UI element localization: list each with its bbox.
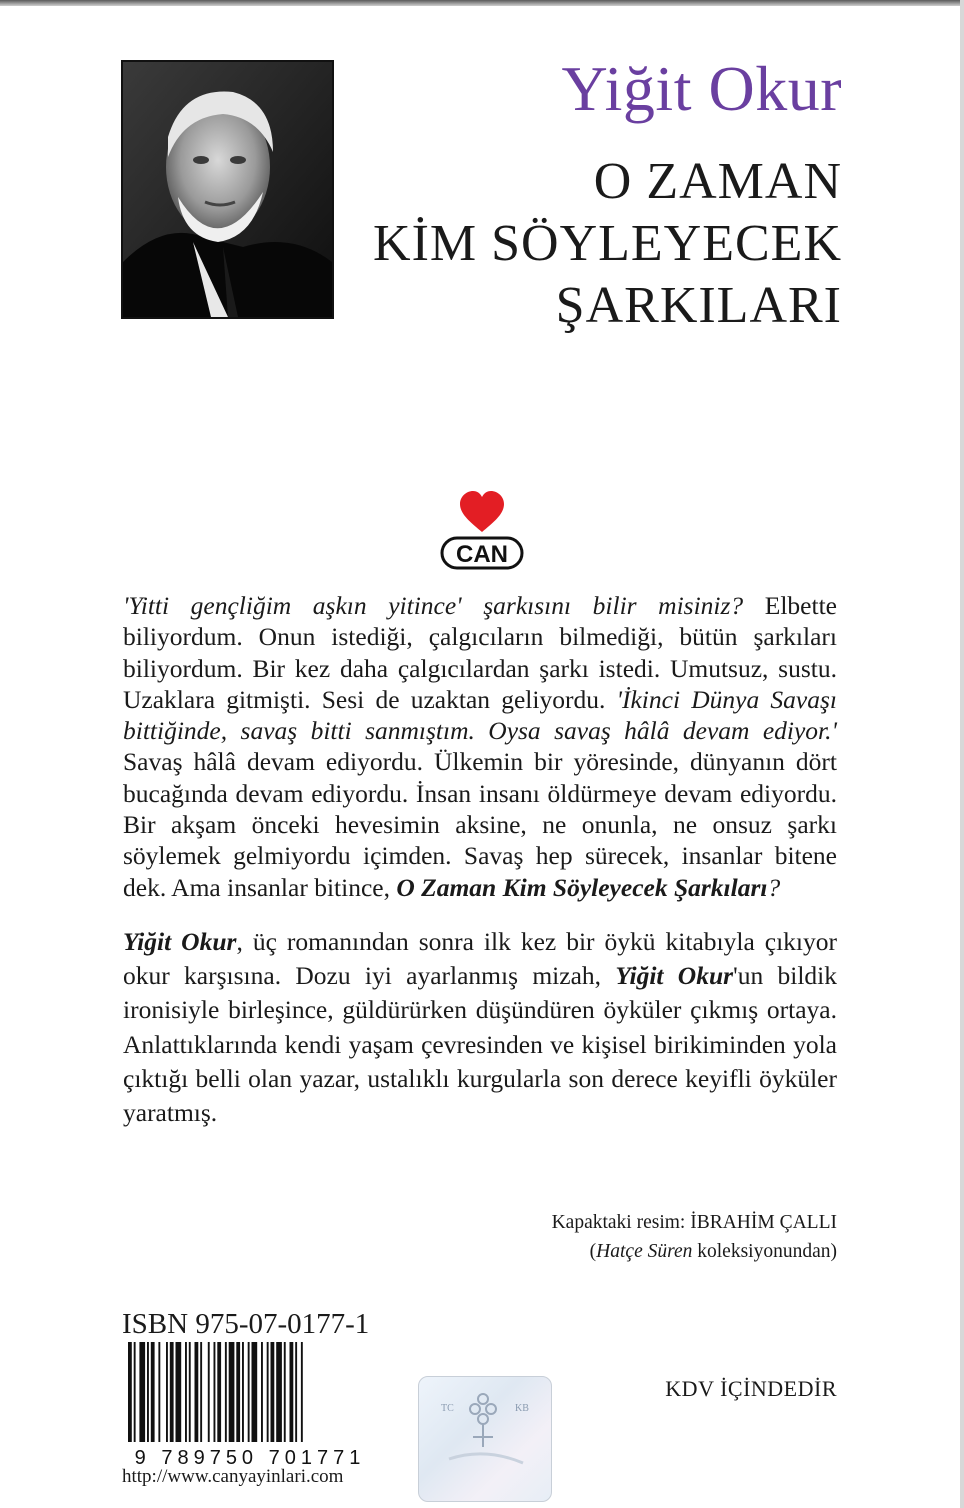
- barcode-bar: [176, 1342, 182, 1442]
- book-title-line-1: O ZAMAN: [593, 153, 842, 210]
- author-photo: [121, 60, 334, 319]
- publisher-logo-text: CAN: [456, 541, 508, 568]
- blurb-run: Yiğit Okur: [123, 926, 237, 956]
- barcode-bar: [248, 1342, 250, 1442]
- publisher-logo: [440, 488, 524, 572]
- barcode-bar: [170, 1342, 174, 1442]
- blurb-run: , üç romanından sonra ilk kez bir öykü kitabıyla çıkıyor okur karşısına. Dozu iyi ayarlanmış mizah,: [123, 926, 837, 991]
- barcode-bar: [271, 1342, 275, 1442]
- barcode-bar: [185, 1342, 187, 1442]
- barcode-bar: [134, 1342, 136, 1442]
- cover-image-credit: [552, 1208, 837, 1266]
- barcode-bar: [284, 1342, 286, 1442]
- barcode-bar: [214, 1342, 216, 1442]
- top-edge: [0, 0, 964, 6]
- barcode-bar: [252, 1342, 258, 1442]
- barcode-bar: [242, 1342, 244, 1442]
- author-name: Yiğit Okur: [561, 53, 842, 124]
- barcode-bar: [217, 1342, 221, 1442]
- credit-line-2: (Hatçe Süren koleksiyonundan): [589, 1241, 837, 1262]
- hologram-right-text: KB: [515, 1403, 529, 1414]
- barcode-bar: [147, 1342, 149, 1442]
- barcode-bar: [225, 1342, 227, 1442]
- blurb-run: 'İkinci Dünya Savaşı bittiğinde, savaş bitti sanmıştım. Oysa savaş hâlâ devam ediyor.': [123, 684, 838, 746]
- barcode-bar: [128, 1342, 132, 1442]
- barcode-bar: [195, 1342, 199, 1442]
- barcode-bar: [236, 1342, 240, 1442]
- credit-line-1: Kapaktaki resim: İBRAHİM ÇALLI: [551, 1212, 837, 1233]
- book-title-line-3: ŞARKILARI: [555, 277, 842, 334]
- heart-icon: [460, 491, 504, 532]
- barcode-bar: [301, 1342, 303, 1442]
- barcode-bar: [200, 1342, 202, 1442]
- blurb-run: O Zaman Kim Söyleyecek Şarkıları: [396, 872, 768, 902]
- barcode: [122, 1342, 378, 1468]
- barcode-bar: [267, 1342, 269, 1442]
- isbn-number: ISBN 975-07-0177-1: [122, 1308, 370, 1340]
- blurb-run: Yiğit Okur: [615, 961, 734, 991]
- barcode-bar: [208, 1342, 210, 1442]
- vat-notice: KDV İÇİNDEDİR: [665, 1376, 837, 1401]
- barcode-bar: [189, 1342, 191, 1442]
- barcode-bar: [166, 1342, 168, 1442]
- blurb-paragraph-1: [123, 590, 837, 903]
- publisher-website: http://www.canyayinlari.com: [122, 1466, 344, 1487]
- barcode-bar: [151, 1342, 155, 1442]
- barcode-bar: [158, 1342, 160, 1442]
- blurb-run: ?: [767, 872, 781, 902]
- barcode-bar: [295, 1342, 297, 1442]
- barcode-bar: [229, 1342, 235, 1442]
- barcode-bar: [261, 1342, 263, 1442]
- barcode-bar: [276, 1342, 282, 1442]
- barcode-digits: 9 789750 701771: [134, 1447, 366, 1468]
- blurb-run: 'un bildik ironisiyle birleşince, güldürürken düşündüren öyküler çıkmış ortaya. Anlattıklarında kendi yaşam çevresinden ve kişisel birikiminden yola çıktığı belli olan yazar, ustalıklı kurgularla son derece keyifli öyküler yaratmış.: [123, 961, 838, 1127]
- back-cover-blurb: [123, 590, 837, 1130]
- right-edge: [960, 0, 964, 1508]
- barcode-bar: [290, 1342, 294, 1442]
- hologram-left-text: TC: [441, 1403, 454, 1414]
- barcode-bar: [139, 1342, 145, 1442]
- blurb-paragraph-2: [123, 925, 837, 1130]
- book-title-line-2: KİM SÖYLEYECEK: [373, 215, 842, 272]
- hologram-sticker: [418, 1376, 552, 1502]
- emblem-icon: [470, 1394, 496, 1447]
- blurb-run: Elbette biliyordum. Onun istediği, çalgıcıların bilmediği, bütün şarkıları biliyordum. Bir kez daha çalgıcılardan şarkı istedi. Umutsuz, sustu. Uzaklara gitmişti. Sesi de uzaktan geliyordu.: [123, 591, 837, 714]
- blurb-run: 'Yitti gençliğim aşkın yitince' şarkısını bilir misiniz?: [123, 591, 744, 620]
- blurb-run: Savaş hâlâ devam ediyordu. Ülkemin bir yöresinde, dünyanın dört bucağında devam ediyordu. İnsan insanı öldürmeye devam ediyordu. Bir akşam önceki hevesimin aksine, ne onunla, ne onsuz şarkı söylemek gelmiyordu içimden. Savaş hep sürecek, insanlar bitene dek. Ama insanlar bitince,: [123, 747, 837, 902]
